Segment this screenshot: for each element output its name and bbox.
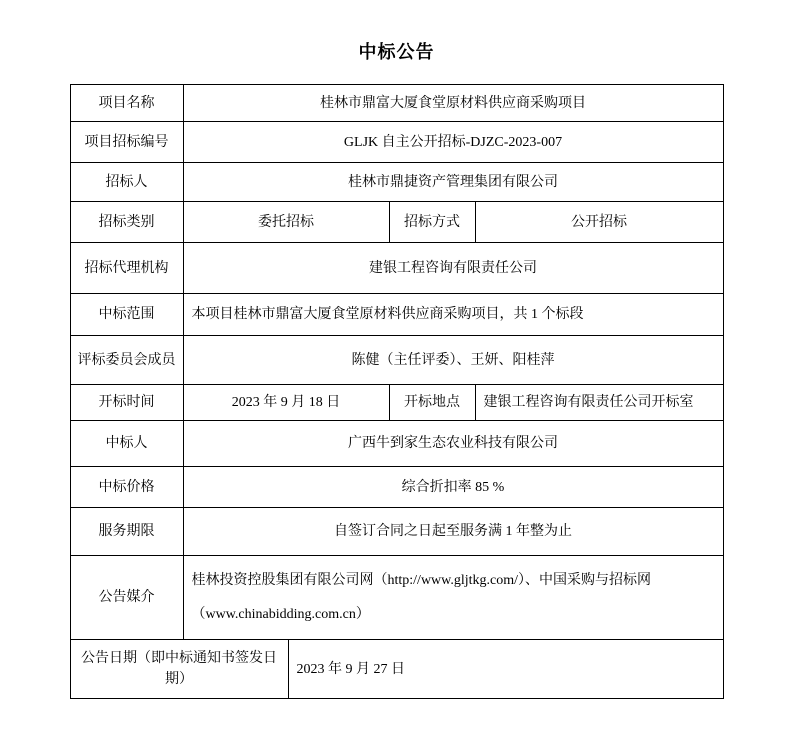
table-row-service-term xyxy=(71,508,723,556)
row-value: 桂林市鼎捷资产管理集团有限公司 xyxy=(348,174,558,190)
row-label: 招标代理机构 xyxy=(71,243,184,293)
row-label: 项目招标编号 xyxy=(71,122,184,162)
table-row-tender-agency xyxy=(71,243,723,294)
table-row-tender-number xyxy=(71,122,723,163)
row-value: 委托招标 xyxy=(184,202,390,242)
media-line-1: 桂林投资控股集团有限公司网（http://www.gljtkg.com/）、中国采购与招标网 xyxy=(191,572,652,588)
table-row-project-name xyxy=(71,85,723,122)
table-row-tenderer xyxy=(71,163,723,202)
row-value: 2023 年 9 月 18 日 xyxy=(184,385,390,420)
row-label: 评标委员会成员 xyxy=(71,336,184,384)
table-row-evaluation-committee xyxy=(71,336,723,385)
table-row-announcement-date xyxy=(71,640,723,698)
row-label: 公告日期（即中标通知书签发日期） xyxy=(71,640,289,698)
row-value: 自签订合同之日起至服务满 1 年整为止 xyxy=(334,524,572,539)
table-row-award-scope xyxy=(71,294,723,336)
row-value xyxy=(184,556,723,639)
table-row-announcement-media xyxy=(71,556,723,640)
row-value: 陈健（主任评委）、王妍、阳桂萍 xyxy=(351,352,555,368)
row-label: 招标人 xyxy=(71,163,184,201)
row-label: 中标人 xyxy=(71,421,184,466)
table-row-opening-time xyxy=(71,385,723,421)
row-value: 2023 年 9 月 27 日 xyxy=(296,661,405,677)
table-row-winning-price xyxy=(71,467,723,508)
media-line-2: （www.chinabidding.com.cn） xyxy=(191,606,370,622)
row-label: 开标时间 xyxy=(71,385,184,420)
row-label: 中标范围 xyxy=(71,294,184,335)
row-label: 项目名称 xyxy=(71,85,184,121)
row-value: 建银工程咨询有限责任公司 xyxy=(369,260,537,276)
row-value: GLJK 自主公开招标-DJZC-2023-007 xyxy=(343,134,563,150)
table-row-tender-category xyxy=(71,202,723,243)
row-value: 本项目桂林市鼎富大厦食堂原材料供应商采购项目，共 1 个标段 xyxy=(191,307,584,322)
page-title: 中标公告 xyxy=(358,42,435,62)
row-value-2: 公开招标 xyxy=(571,214,627,230)
row-value: 综合折扣率 85 % xyxy=(401,479,505,495)
row-label-2: 开标地点 xyxy=(390,385,476,420)
table-row-winning-bidder xyxy=(71,421,723,467)
row-value: 桂林市鼎富大厦食堂原材料供应商采购项目 xyxy=(320,95,586,111)
row-value: 广西牛到家生态农业科技有限公司 xyxy=(348,436,558,451)
row-label-2: 招标方式 xyxy=(390,202,476,242)
row-label: 招标类别 xyxy=(71,202,184,242)
bid-award-table xyxy=(70,84,724,699)
row-value-2: 建银工程咨询有限责任公司开标室 xyxy=(483,395,694,410)
row-label: 公告媒介 xyxy=(71,556,184,639)
row-label: 服务期限 xyxy=(71,508,184,555)
row-label: 中标价格 xyxy=(71,467,184,507)
